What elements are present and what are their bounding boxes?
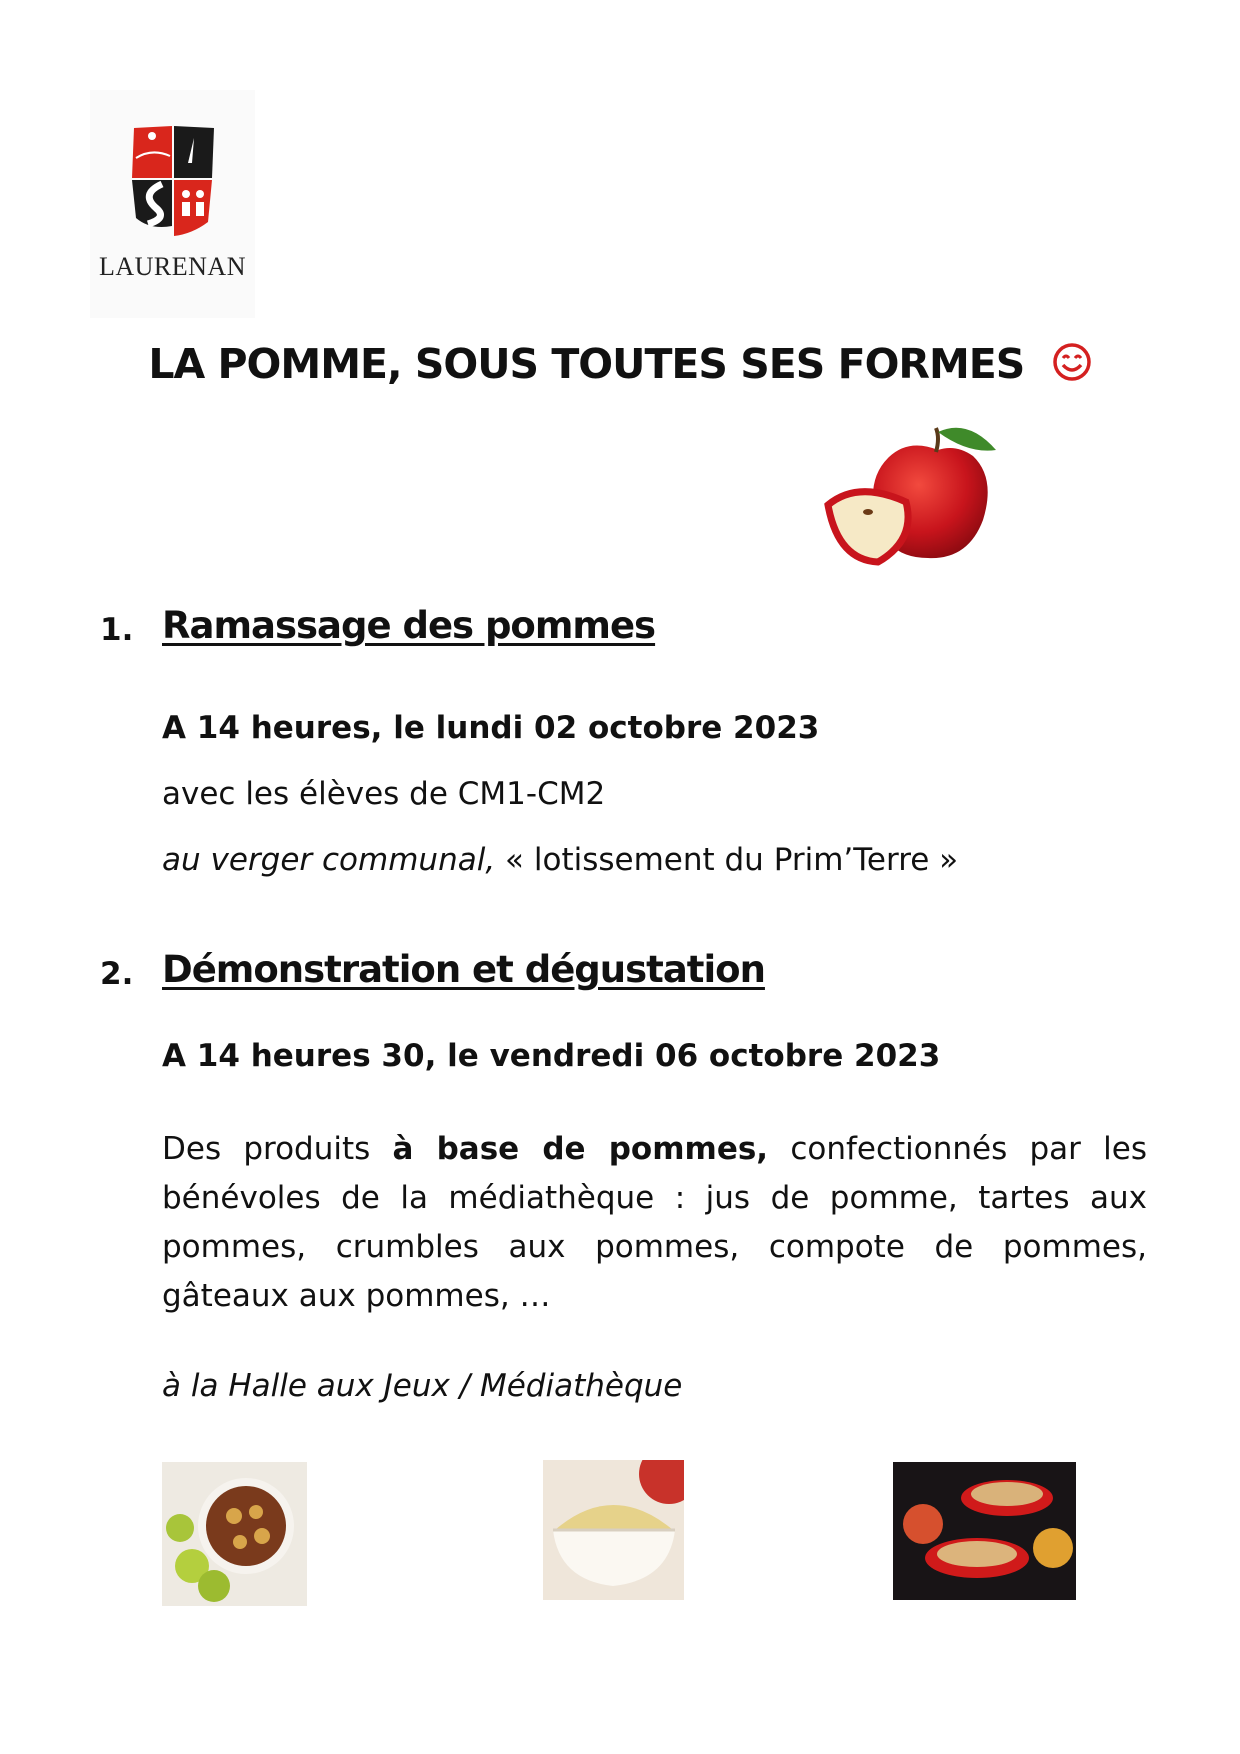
section-1-where bbox=[162, 842, 958, 878]
section-1-number: 1. bbox=[100, 612, 134, 648]
page-title bbox=[0, 340, 1240, 388]
apple-cake-photo bbox=[162, 1462, 307, 1606]
section-2-when: A 14 heures 30, le vendredi 06 octobre 2023 bbox=[162, 1038, 941, 1074]
section-1-when: A 14 heures, le lundi 02 octobre 2023 bbox=[162, 710, 820, 746]
section-2-desc-bold: à base de pommes, bbox=[392, 1131, 769, 1167]
section-1-who: avec les élèves de CM1-CM2 bbox=[162, 776, 606, 812]
section-1-heading: Ramassage des pommes bbox=[162, 604, 656, 647]
smiley-icon bbox=[1052, 342, 1092, 382]
section-1-where-rest: « lotissement du Prim’Terre » bbox=[495, 842, 959, 878]
laurenan-emblem-icon bbox=[122, 118, 222, 248]
laurenan-logo bbox=[90, 90, 255, 318]
apple-compote-photo bbox=[543, 1460, 684, 1600]
section-2-number: 2. bbox=[100, 956, 134, 992]
section-2-description bbox=[162, 1125, 1147, 1321]
section-2-heading: Démonstration et dégustation bbox=[162, 948, 765, 991]
apple-crumble-photo bbox=[893, 1462, 1076, 1600]
section-1-where-italic: au verger communal, bbox=[162, 842, 496, 878]
section-2-place: à la Halle aux Jeux / Médiathèque bbox=[162, 1368, 683, 1404]
apple-illustration-icon bbox=[818, 420, 998, 570]
page-title-text: LA POMME, SOUS TOUTES SES FORMES bbox=[148, 340, 1025, 388]
section-2-desc-end: confectionnés par les bénévoles de la médiathèque : jus de pomme, tartes aux pommes, crumbles aux pommes, compote de pommes, gâteaux aux pommes, … bbox=[162, 1131, 1147, 1314]
logo-name: LAURENAN bbox=[99, 252, 246, 281]
section-2-desc-start: Des produits bbox=[162, 1131, 393, 1167]
